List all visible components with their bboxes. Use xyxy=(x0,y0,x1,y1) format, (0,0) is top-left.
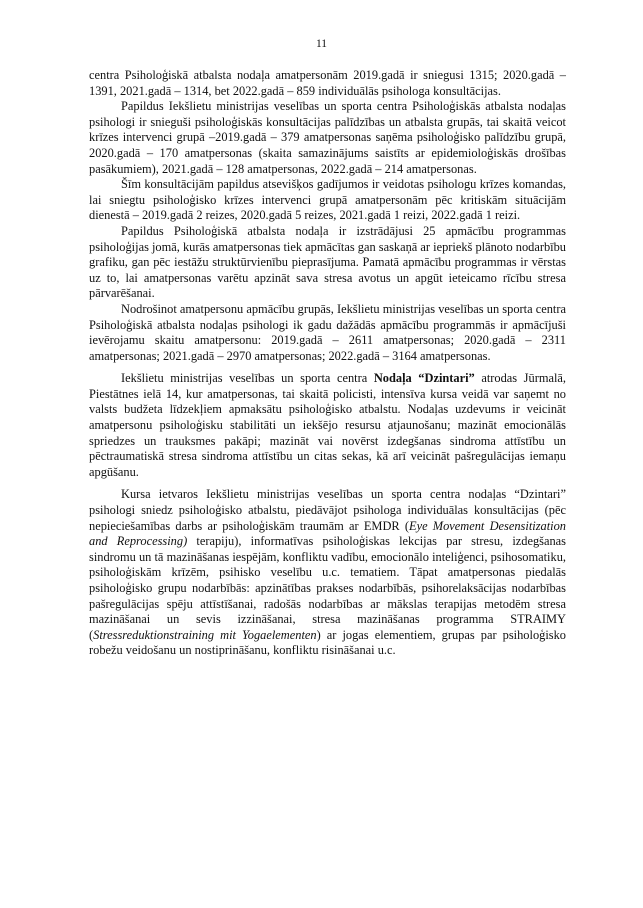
course-text-3: ) ar jogas elementiem, grupas par psiholoģisko robežu veidošanu un nostiprināšanu, konfliktu risināšanai u.c. xyxy=(89,627,566,658)
course-text-1: Kursa ietvaros Iekšlietu ministrijas veselības un sporta centra nodaļas “Dzintari” psihologi sniedz psiholoģisko atbalstu, piedāvājot psihologa individuālas konsultācijas (pēc nepieciešamības darbs ar psiholoģiskām traumām ar EMDR ( xyxy=(89,487,566,533)
paragraph-course xyxy=(89,487,566,659)
dzintari-text-after: atrodas Jūrmalā, Piestātnes ielā 14, kur amatpersonas, tai skaitā policisti, intensīva kursa veidā var saņemt no valsts budžeta līdzekļiem apmaksātu psiholoģisko atbalstu. Nodaļas uzdevums ir veicināt amatpersonu psiholoģisku stabilitāti un iekšējo resursu atjaunošanu; mazināt emocionālās spriedzes un trauksmes pakāpi; mazināt vai novērst izdegšanas sindroma attīstību un pēctraumatiskā stresa sindroma attīstību un citas sekas, kā arī veicināt pašregulācijas iemaņu apgūšanu. xyxy=(89,371,567,479)
course-emdr-italic: Eye Movement Desensitization and Reprocessing) xyxy=(89,518,566,549)
dzintari-bold-name: Nodaļa “Dzintari” xyxy=(373,371,475,386)
paragraph-training-groups: Nodrošinot amatpersonu apmācību grupās, Iekšlietu ministrijas veselības un sporta centra Psiholoģiskā atbalsta nodaļas psihologi ik gadu dažādās apmācību programmās ir apmācījuši ievērojamu skaitu amatpersonu: 2019.gadā – 2611 amatpersonas; 2020.gadā – 2311 amatpersonas; 2021.gadā – 2970 amatpersonas; 2022.gadā – 3164 amatpersonas. xyxy=(89,301,566,363)
paragraph-dzintari xyxy=(89,371,566,480)
course-straimy-italic: Stressreduktionstraining mit Yogaelementen xyxy=(93,627,317,642)
paragraph-support-groups: Papildus Iekšlietu ministrijas veselības un sporta centra Psiholoģiskās atbalsta nodaļas psihologi ir snieguši psiholoģiskās konsultācijas palīdzības un atbalsta grupās, tai skaitā veicot krīzes intervenci grupā –2019.gadā – 379 amatpersonas saņēma psiholoģisko palīdzību grupā, 2020.gadā – 170 amatpersonas (skaita samazinājums saistīts ar epidemioloģiskās drošības pasākumiem), 2021.gadā – 128 amatpersonas, 2022.gadā – 214 amatpersonas. xyxy=(89,99,566,176)
course-text-2: terapiju), informatīvas psiholoģiskas lekcijas par stresu, izdegšanas sindromu un tā mazināšanas iespējām, konfliktu vadību, emocionālo inteliģenci, psihosomatiku, psiholoģiskām krīzēm, psihisko veselību u.c. tematiem. Tāpat amatpersonas piedalās psiholoģisko grupu nodarbībās: apzinātības prakses nodarbībās, psihorelaksācijas nodarbības pašregulācijas spēju attīstīšanai, radošās nodarbības ar mākslas terapijas metodēm stresa mazināšanai un sevis izzināšanai, stresa mazināšanas programma STRAIMY ( xyxy=(89,534,566,642)
page-number: 11 xyxy=(315,38,328,50)
paragraph-consultations-continued: centra Psiholoģiskā atbalsta nodaļa amatpersonām 2019.gadā ir sniegusi 1315; 2020.gadā – 1391, 2021.gadā – 1314, bet 2022.gadā – 859 individuālās psihologa konsultācijas. xyxy=(89,68,566,98)
document-body xyxy=(89,68,566,659)
paragraph-training-programs: Papildus Psiholoģiskā atbalsta nodaļa ir izstrādājusi 25 apmācību programmas psiholoģijas jomā, kurās amatpersonas tiek apmācītas gan saskaņā ar iepriekš plānoto nodarbību grafiku, gan pēc iestāžu struktūrvienību pieprasījuma. Pamatā apmācību programmas ir vērstas uz to, lai amatpersonas varētu apzināt sava stresa avotus un apgūt ieteicamo rīcību stresa pārvarēšanai. xyxy=(89,223,566,301)
paragraph-crisis-teams: Šīm konsultācijām papildus atsevišķos gadījumos ir veidotas psihologu krīzes komandas, lai sniegtu psiholoģisko krīzes intervenci grupā amatpersonām pēc kritiskām situācijām dienestā – 2019.gadā 2 reizes, 2020.gadā 5 reizes, 2021.gadā 1 reizi, 2022.gadā 1 reizi. xyxy=(89,177,566,223)
dzintari-text-before: Iekšlietu ministrijas veselības un sporta centra xyxy=(121,371,374,386)
